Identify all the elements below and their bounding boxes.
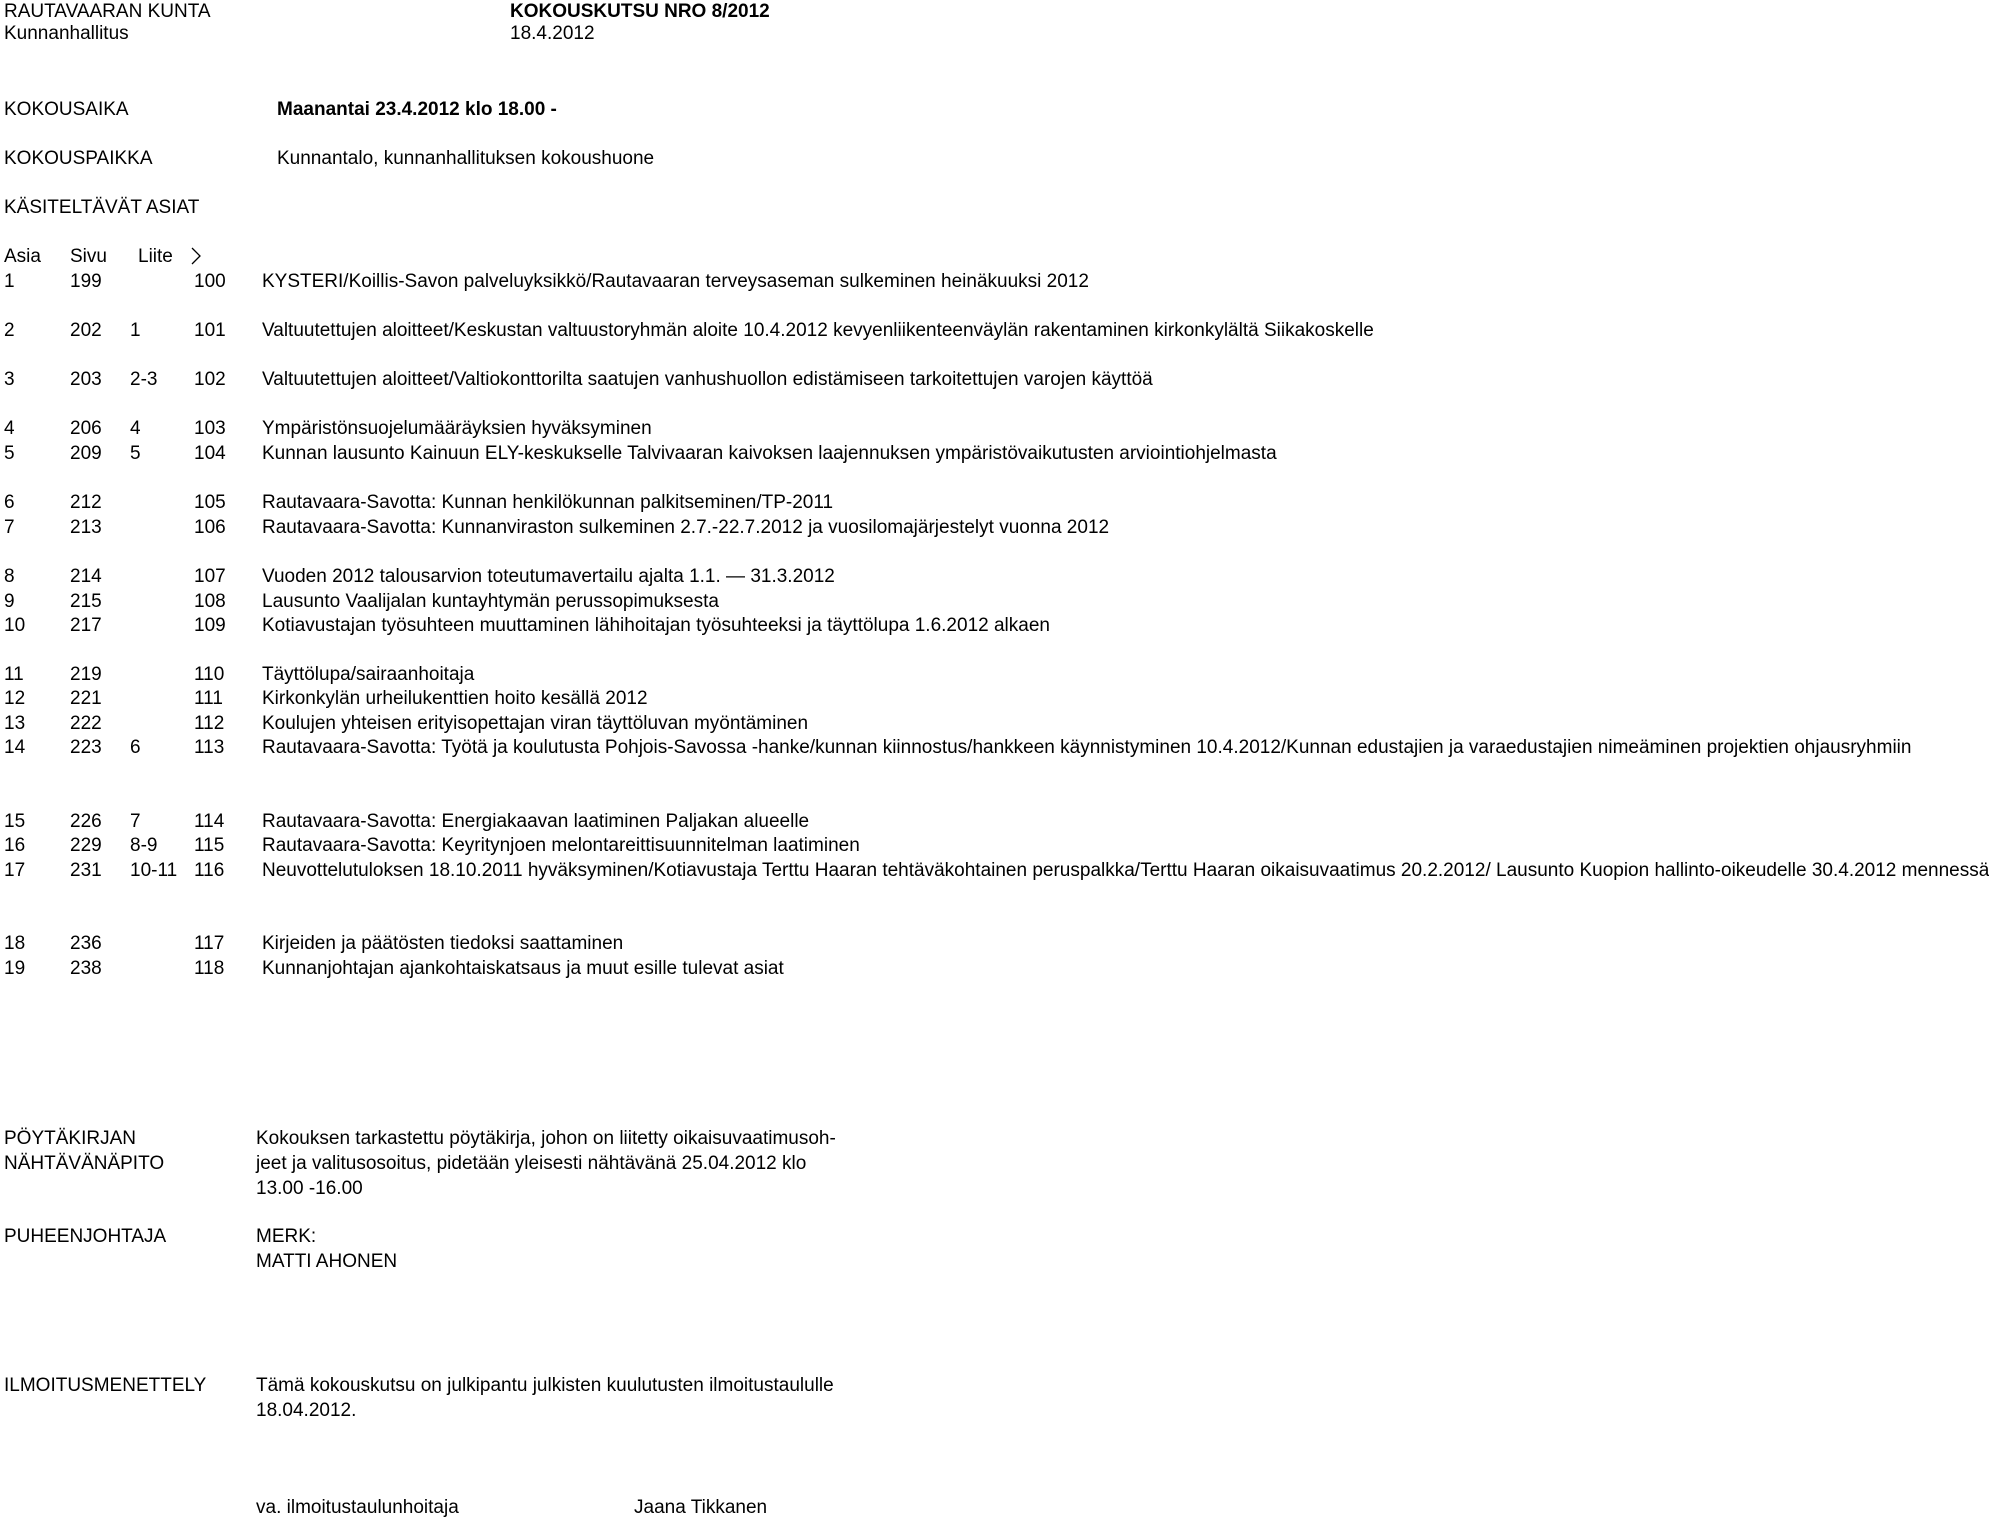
item-page: 217 [70,615,102,636]
item-number: 13 [4,713,26,734]
item-page: 214 [70,566,102,587]
item-page: 238 [70,958,102,979]
minutes-label-line1: PÖYTÄKIRJAN [4,1128,136,1149]
item-page: 212 [70,492,102,513]
item-page: 226 [70,811,102,832]
notice-label: ILMOITUSMENETTELY [4,1375,207,1396]
item-attachment: 5 [130,443,141,464]
section-title: KÄSITELTÄVÄT ASIAT [4,197,200,218]
item-title: Neuvottelutuloksen 18.10.2011 hyväksyminen/Kotiavustaja Terttu Haaran tehtäväkohtainen peruspalkka/Terttu Haaran oikaisuvaatimus 20.2.2012/ Lausunto Kuopion hallinto-oikeudelle 30.4.2012 mennessä [262,860,1989,881]
header-sivu: Sivu [70,246,107,267]
item-page: 221 [70,688,102,709]
item-section: 100 [194,271,226,292]
item-number: 7 [4,517,15,538]
item-title: Rautavaara-Savotta: Kunnan henkilökunnan palkitseminen/TP-2011 [262,492,834,513]
item-page: 202 [70,320,102,341]
item-title: Rautavaara-Savotta: Keyritynjoen melontareittisuunnitelman laatiminen [262,835,860,856]
org-name: RAUTAVAARAN KUNTA [4,1,211,22]
meeting-time-value: Maanantai 23.4.2012 klo 18.00 - [277,99,557,120]
item-page: 213 [70,517,102,538]
item-title: Kunnanjohtajan ajankohtaiskatsaus ja muut esille tulevat asiat [262,958,784,979]
item-number: 11 [4,664,24,685]
item-number: 6 [4,492,15,513]
item-page: 203 [70,369,102,390]
item-title: Kunnan lausunto Kainuun ELY-keskukselle Talvivaaran kaivoksen laajennuksen ympäristövaikutusten arviointiohjelmasta [262,443,1277,464]
item-section: 107 [194,566,226,587]
item-section: 112 [194,713,225,734]
item-number: 12 [4,688,26,709]
item-title: Lausunto Vaalijalan kuntayhtymän perussopimuksesta [262,591,719,612]
header-asia: Asia [4,246,41,267]
item-attachment: 2-3 [130,369,158,390]
item-title: Koulujen yhteisen erityisopettajan viran täyttöluvan myöntäminen [262,713,809,734]
item-number: 2 [4,320,15,341]
item-number: 19 [4,958,26,979]
item-section: 109 [194,615,226,636]
item-attachment: 6 [130,737,141,758]
signer-name: Jaana Tikkanen [634,1497,768,1518]
item-section: 104 [194,443,226,464]
item-number: 17 [4,860,26,881]
item-attachment: 10-11 [130,860,178,881]
item-title: Kirjeiden ja päätösten tiedoksi saattaminen [262,933,624,954]
item-section: 114 [194,811,225,832]
minutes-label-line2: NÄHTÄVÄNÄPITO [4,1153,165,1174]
item-section: 103 [194,418,226,439]
item-section: 101 [194,320,226,341]
item-page: 231 [70,860,102,881]
item-section: 110 [194,664,225,685]
item-title: Rautavaara-Savotta: Energiakaavan laatiminen Paljakan alueelle [262,811,810,832]
item-number: 14 [4,737,26,758]
item-page: 229 [70,835,102,856]
section-sign-icon [190,246,202,266]
header-liite: Liite [138,246,173,267]
meeting-place-label: KOKOUSPAIKKA [4,148,153,169]
item-number: 16 [4,835,26,856]
item-title: Valtuutettujen aloitteet/Keskustan valtuustoryhmän aloite 10.4.2012 kevyenliikenteenväylän rakentaminen kirkonkylältä Siikakoskelle [262,320,1374,341]
item-title: Ympäristönsuojelumääräyksien hyväksyminen [262,418,652,439]
item-section: 111 [194,688,223,709]
chair-label: PUHEENJOHTAJA [4,1226,167,1247]
item-page: 199 [70,271,102,292]
item-title: Rautavaara-Savotta: Työtä ja koulutusta Pohjois-Savossa -hanke/kunnan kiinnostus/hankkeen käynnistyminen 10.4.2012/Kunnan edustajien ja varaedustajien nimeäminen projektien ohjausryhmiin [262,737,1912,758]
item-number: 4 [4,418,15,439]
item-number: 3 [4,369,15,390]
item-number: 10 [4,615,26,636]
item-number: 18 [4,933,26,954]
item-attachment: 1 [130,320,141,341]
item-page: 223 [70,737,102,758]
item-section: 117 [194,933,225,954]
minutes-text-line3: 13.00 -16.00 [256,1178,363,1199]
meeting-time-label: KOKOUSAIKA [4,99,129,120]
item-page: 209 [70,443,102,464]
notice-text-line2: 18.04.2012. [256,1400,357,1421]
signer-role: va. ilmoitustaulunhoitaja [256,1497,459,1518]
item-title: Rautavaara-Savotta: Kunnanviraston sulkeminen 2.7.-22.7.2012 ja vuosilomajärjestelyt vuonna 2012 [262,517,1110,538]
item-attachment: 8-9 [130,835,158,856]
item-number: 15 [4,811,26,832]
document-title: KOKOUSKUTSU NRO 8/2012 [510,1,770,22]
item-page: 236 [70,933,102,954]
item-title: Täyttölupa/sairaanhoitaja [262,664,475,685]
item-attachment: 4 [130,418,141,439]
item-number: 8 [4,566,15,587]
item-section: 105 [194,492,226,513]
body-name: Kunnanhallitus [4,23,129,44]
chair-merk: MERK: [256,1226,317,1247]
item-section: 113 [194,737,225,758]
item-section: 108 [194,591,226,612]
item-section: 106 [194,517,226,538]
item-number: 1 [4,271,15,292]
item-page: 215 [70,591,102,612]
item-title: KYSTERI/Koillis-Savon palveluyksikkö/Rautavaaran terveysaseman sulkeminen heinäkuuksi 2012 [262,271,1089,292]
item-section: 115 [194,835,225,856]
item-title: Vuoden 2012 talousarvion toteutumavertailu ajalta 1.1. — 31.3.2012 [262,566,835,587]
item-page: 222 [70,713,102,734]
item-attachment: 7 [130,811,141,832]
item-page: 206 [70,418,102,439]
item-section: 102 [194,369,226,390]
item-number: 9 [4,591,15,612]
chair-name: MATTI AHONEN [256,1251,398,1272]
minutes-text-line2: jeet ja valitusosoitus, pidetään yleisesti nähtävänä 25.04.2012 klo [256,1153,807,1174]
item-title: Kotiavustajan työsuhteen muuttaminen lähihoitajan työsuhteeksi ja täyttölupa 1.6.2012 alkaen [262,615,1050,636]
notice-text-line1: Tämä kokouskutsu on julkipantu julkisten kuulutusten ilmoitustaululle [256,1375,834,1396]
meeting-place-value: Kunnantalo, kunnanhallituksen kokoushuone [277,148,655,169]
item-title: Valtuutettujen aloitteet/Valtiokonttorilta saatujen vanhushuollon edistämiseen tarkoitettujen varojen käyttöä [262,369,1153,390]
item-number: 5 [4,443,15,464]
minutes-text-line1: Kokouksen tarkastettu pöytäkirja, johon on liitetty oikaisuvaatimusoh- [256,1128,836,1149]
item-section: 118 [194,958,225,979]
item-page: 219 [70,664,102,685]
item-section: 116 [194,860,225,881]
item-title: Kirkonkylän urheilukenttien hoito kesällä 2012 [262,688,648,709]
document-date: 18.4.2012 [510,23,595,44]
